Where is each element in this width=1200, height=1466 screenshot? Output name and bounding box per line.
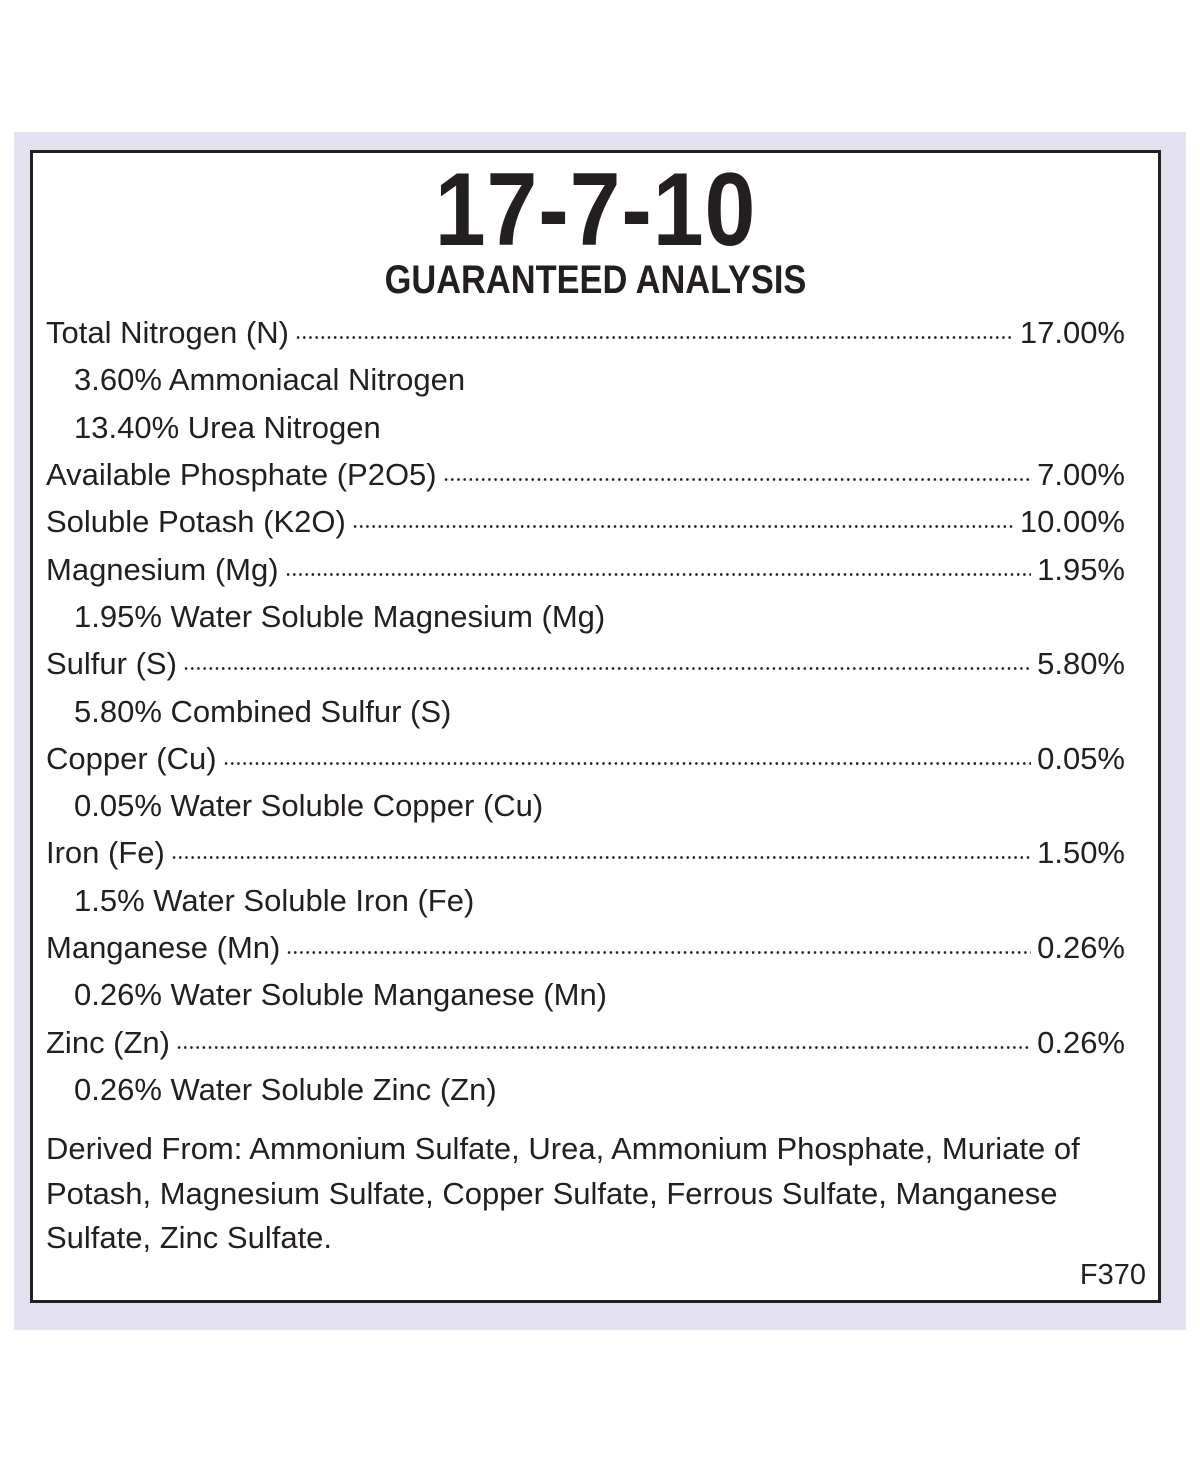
analysis-row xyxy=(46,735,1125,782)
analysis-subrow xyxy=(46,593,1125,640)
analysis-subrow xyxy=(46,687,1125,734)
analysis-row xyxy=(46,640,1125,687)
fertilizer-grade: 17-7-10 xyxy=(434,152,757,268)
label-heading: GUARANTEED ANALYSIS xyxy=(384,258,807,302)
analysis-row xyxy=(46,829,1125,876)
dot-leader xyxy=(171,856,1031,859)
nutrient-name: Manganese (Mn) xyxy=(46,930,281,965)
guaranteed-analysis-label xyxy=(30,150,1161,1303)
analysis-subrow xyxy=(46,356,1125,403)
dot-leader xyxy=(223,762,1032,765)
nutrient-detail: 1.95% Water Soluble Magnesium (Mg) xyxy=(74,598,606,634)
dot-leader xyxy=(443,478,1031,481)
nutrient-detail: 0.05% Water Soluble Copper (Cu) xyxy=(74,788,544,824)
analysis-row xyxy=(46,498,1125,545)
nutrient-detail: 3.60% Ammoniacal Nitrogen xyxy=(74,362,466,398)
nutrient-detail: 0.26% Water Soluble Manganese (Mn) xyxy=(74,977,608,1013)
nutrient-detail: 13.40% Urea Nitrogen xyxy=(74,409,381,445)
analysis-subrow xyxy=(46,1066,1125,1113)
product-code: F370 xyxy=(1079,1259,1146,1291)
nutrient-name: Sulfur (S) xyxy=(46,646,177,682)
nutrient-name: Copper (Cu) xyxy=(46,740,217,776)
dot-leader xyxy=(295,336,1014,339)
dot-leader xyxy=(286,951,1031,954)
analysis-subrow xyxy=(46,971,1125,1018)
dot-leader xyxy=(352,525,1014,528)
nutrient-value: 7.00% xyxy=(1037,457,1125,493)
nutrient-name: Total Nitrogen (N) xyxy=(46,315,289,351)
analysis-subrow xyxy=(46,782,1125,829)
dot-leader xyxy=(183,667,1031,670)
nutrient-detail: 1.5% Water Soluble Iron (Fe) xyxy=(74,882,475,918)
nutrient-value: 1.50% xyxy=(1037,835,1125,871)
analysis-row xyxy=(46,451,1125,498)
nutrient-value: 1.95% xyxy=(1037,551,1125,587)
nutrient-detail: 5.80% Combined Sulfur (S) xyxy=(74,693,452,729)
nutrient-name: Iron (Fe) xyxy=(46,835,165,871)
analysis-subrow xyxy=(46,877,1125,924)
nutrient-name: Soluble Potash (K2O) xyxy=(46,504,346,540)
analysis-list xyxy=(46,309,1125,1113)
nutrient-name: Magnesium (Mg) xyxy=(46,551,279,587)
derived-from-text: Derived From: Ammonium Sulfate, Urea, Ammonium Phosphate, Muriate of Potash, Magnesium Sulfate, Copper Sulfate, Ferrous Sulfate, Manganese Sulfate, Zinc Sulfate. xyxy=(46,1131,1080,1255)
nutrient-value: 5.80% xyxy=(1037,646,1125,682)
dot-leader xyxy=(285,573,1032,576)
nutrient-value: 0.26% xyxy=(1037,930,1125,965)
nutrient-value: 0.05% xyxy=(1037,740,1125,776)
nutrient-detail: 0.26% Water Soluble Zinc (Zn) xyxy=(74,1071,497,1107)
analysis-subrow xyxy=(46,404,1125,451)
nutrient-value: 17.00% xyxy=(1019,315,1125,351)
nutrient-value: 0.26% xyxy=(1037,1024,1125,1060)
nutrient-name: Available Phosphate (P2O5) xyxy=(46,457,437,493)
nutrient-value: 10.00% xyxy=(1019,504,1125,540)
analysis-row xyxy=(46,924,1125,971)
dot-leader xyxy=(176,1046,1031,1049)
analysis-row xyxy=(46,1018,1125,1065)
nutrient-name: Zinc (Zn) xyxy=(46,1024,170,1060)
analysis-row xyxy=(46,309,1125,356)
analysis-row xyxy=(46,545,1125,592)
